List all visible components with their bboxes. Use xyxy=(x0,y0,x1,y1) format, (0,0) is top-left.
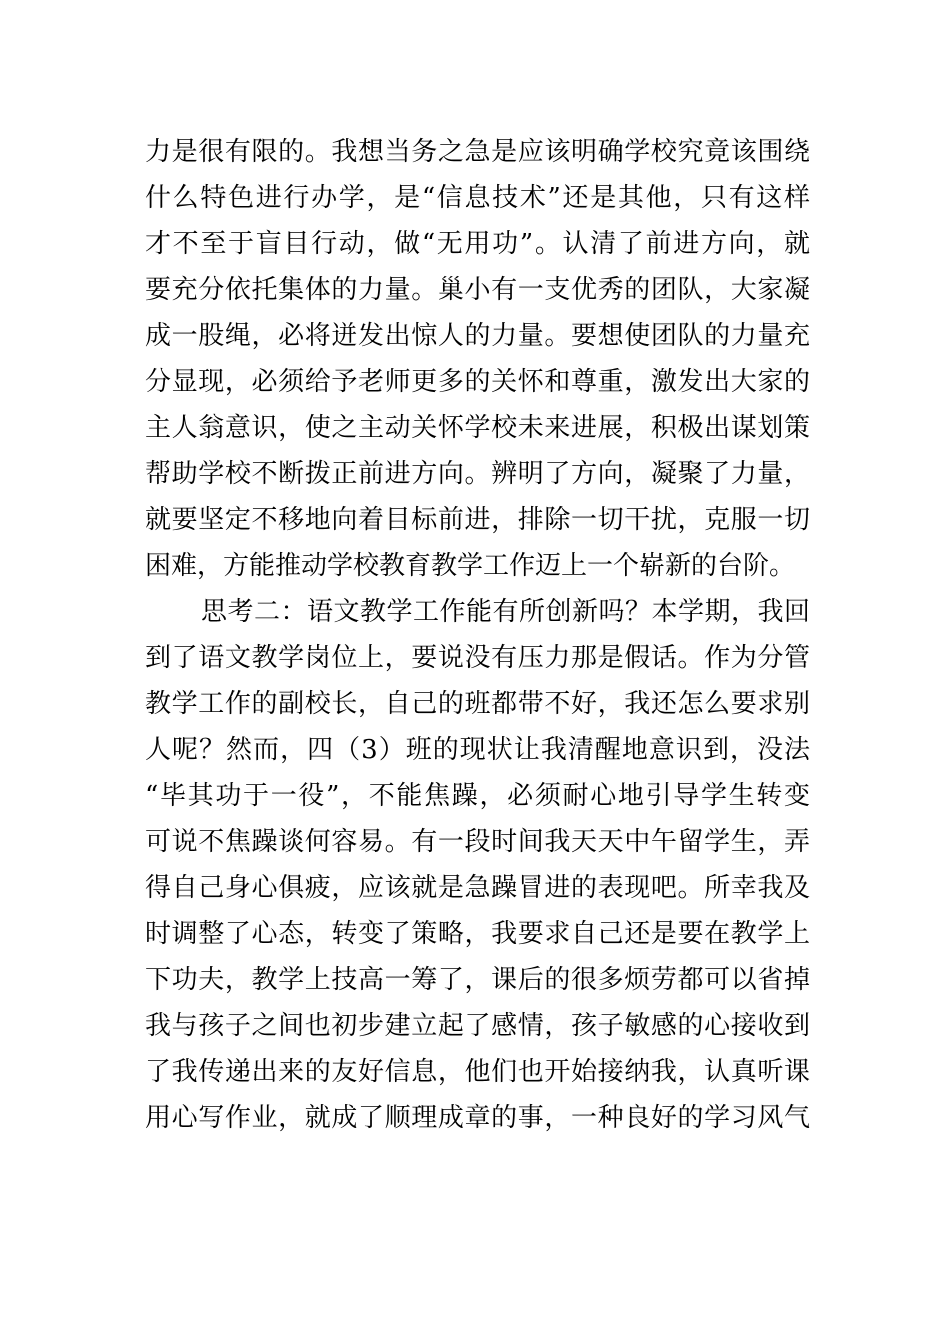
text-line: 得自己身心俱疲，应该就是急躁冒进的表现吧。所幸我及 xyxy=(145,873,810,903)
text-line: 教学工作的副校长，自己的班都带不好，我还怎么要求别 xyxy=(145,689,810,719)
text-line: 人呢？然而，四（3）班的现状让我清醒地意识到，没法 xyxy=(145,735,810,765)
text-line: 主人翁意识，使之主动关怀学校未来进展，积极出谋划策 xyxy=(145,413,810,443)
text-line: 力是很有限的。我想当务之急是应该明确学校究竟该围绕 xyxy=(145,137,810,167)
text-line: 分显现，必须给予老师更多的关怀和尊重，激发出大家的 xyxy=(145,367,810,397)
paragraph-first-line: 思考二：语文教学工作能有所创新吗？本学期，我回 xyxy=(201,597,810,627)
text-line: 成一股绳，必将迸发出惊人的力量。要想使团队的力量充 xyxy=(145,321,810,351)
text-line: 什么特色进行办学，是“信息技术”还是其他，只有这样 xyxy=(145,183,810,213)
text-line: 就要坚定不移地向着目标前进，排除一切干扰，克服一切 xyxy=(145,505,810,535)
text-line: 时调整了心态，转变了策略，我要求自己还是要在教学上 xyxy=(145,919,810,949)
text-line: 了我传递出来的友好信息，他们也开始接纳我，认真听课 xyxy=(145,1057,810,1087)
text-line: 下功夫，教学上技高一筹了，课后的很多烦劳都可以省掉 xyxy=(145,965,810,995)
text-line: 到了语文教学岗位上，要说没有压力那是假话。作为分管 xyxy=(145,643,810,673)
text-line: 困难，方能推动学校教育教学工作迈上一个崭新的台阶。 xyxy=(145,551,796,581)
text-line: 我与孩子之间也初步建立起了感情，孩子敏感的心接收到 xyxy=(145,1011,810,1041)
text-line: 才不至于盲目行动，做“无用功”。认清了前进方向，就 xyxy=(145,229,810,259)
text-line: 要充分依托集体的力量。巢小有一支优秀的团队，大家凝 xyxy=(145,275,810,305)
text-line: 帮助学校不断拨正前进方向。辨明了方向，凝聚了力量， xyxy=(145,459,810,489)
body-text xyxy=(145,129,810,1141)
text-line: “毕其功于一役”，不能焦躁，必须耐心地引导学生转变 xyxy=(145,781,810,811)
text-line: 可说不焦躁谈何容易。有一段时间我天天中午留学生，弄 xyxy=(145,827,810,857)
text-line: 用心写作业，就成了顺理成章的事，一种良好的学习风气 xyxy=(145,1103,810,1133)
